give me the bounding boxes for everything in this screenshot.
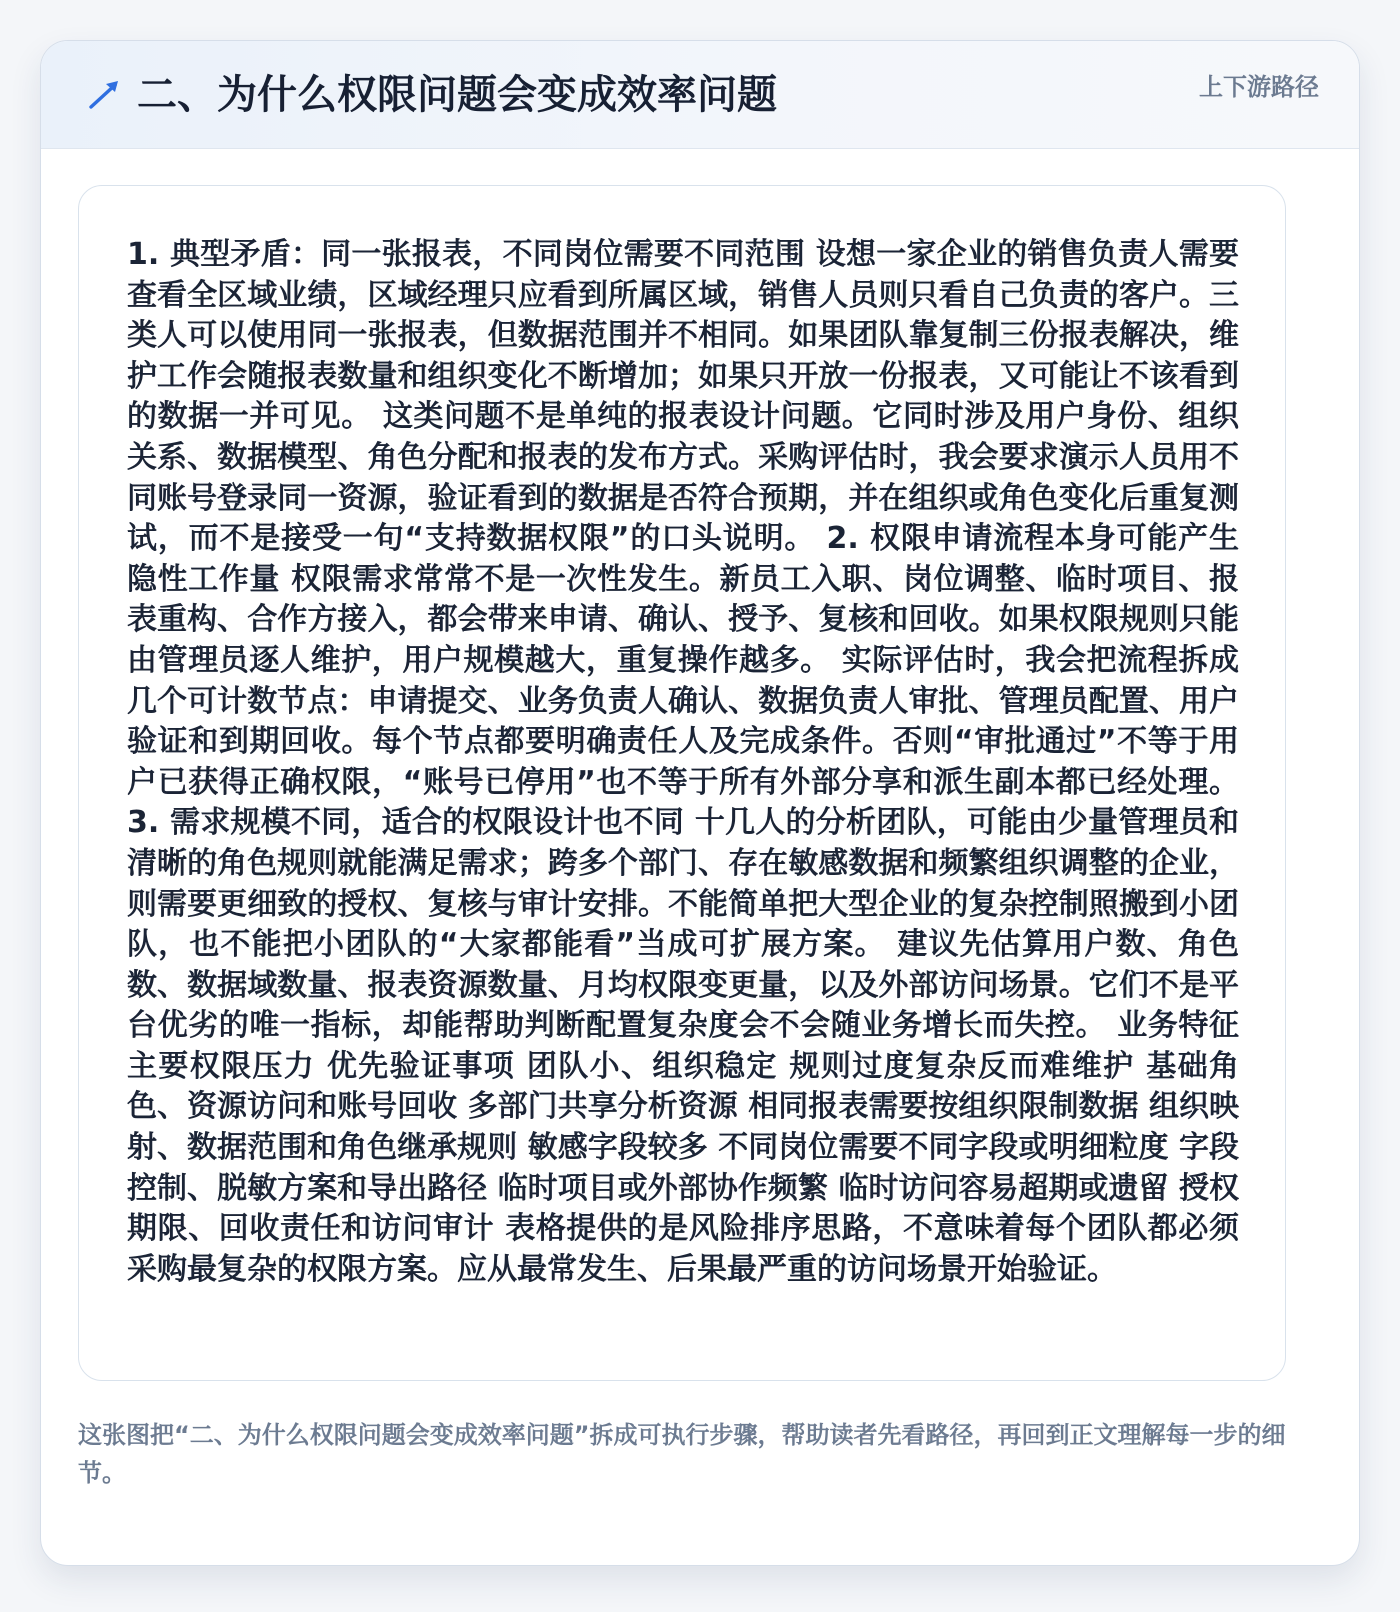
card-header — [41, 41, 1359, 149]
arrow-up-right-icon — [85, 75, 125, 115]
figure-caption: 这张图把“二、为什么权限问题会变成效率问题”拆成可执行步骤，帮助读者先看路径，再回到正文理解每一步的细节。 — [78, 1421, 1286, 1487]
body-text: 1. 典型矛盾：同一张报表，不同岗位需要不同范围 设想一家企业的销售负责人需要查看全区域业绩，区域经理只应看到所属区域，销售人员则只看自己负责的客户。三类人可以使用同一张报表，但数据范围并不相同。如果团队靠复制三份报表解决，维护工作会随报表数量和组织变化不断增加；如果只开放一份报表，又可能让不该看到的数据一并可见。 这类问题不是单纯的报表设计问题。它同时涉及用户身份、组织关系、数据模型、角色分配和报表的发布方式。采购评估时，我会要求演示人员用不同账号登录同一资源，验证看到的数据是否符合预期，并在组织或角色变化后重复测试，而不是接受一句“支持数据权限”的口头说明。 2. 权限申请流程本身可能产生隐性工作量 权限需求常常不是一次性发生。新员工入职、岗位调整、临时项目、报表重构、合作方接入，都会带来申请、确认、授予、复核和回收。如果权限规则只能由管理员逐人维护，用户规模越大，重复操作越多。 实际评估时，我会把流程拆成几个可计数节点：申请提交、业务负责人确认、数据负责人审批、管理员配置、用户验证和到期回收。每个节点都要明确责任人及完成条件。否则“审批通过”不等于用户已获得正确权限，“账号已停用”也不等于所有外部分享和派生副本都已经处理。 3. 需求规模不同，适合的权限设计也不同 十几人的分析团队，可能由少量管理员和清晰的角色规则就能满足需求；跨多个部门、存在敏感数据和频繁组织调整的企业，则需要更细致的授权、复核与审计安排。不能简单把大型企业的复杂控制照搬到小团队，也不能把小团队的“大家都能看”当成可扩展方案。 建议先估算用户数、角色数、数据域数量、报表资源数量、月均权限变更量，以及外部访问场景。它们不是平台优劣的唯一指标，却能帮助判断配置复杂度会不会随业务增长而失控。 业务特征 主要权限压力 优先验证事项 团队小、组织稳定 规则过度复杂反而难维护 基础角色、资源访问和账号回收 多部门共享分析资源 相同报表需要按组织限制数据 组织映射、数据范围和角色继承规则 敏感字段较多 不同岗位需要不同字段或明细粒度 字段控制、脱敏方案和导出路径 临时项目或外部协作频繁 临时访问容易超期或遗留 授权期限、回收责任和访问审计 表格提供的是风险排序思路，不意味着每个团队都必须采购最复杂的权限方案。应从最常发生、后果最严重的访问场景开始验证。 — [127, 237, 1239, 1287]
body-panel — [78, 185, 1286, 1381]
section-tag: 上下游路径 — [1199, 73, 1319, 101]
page-title: 二、为什么权限问题会变成效率问题 — [137, 72, 777, 118]
content-card — [40, 40, 1360, 1566]
